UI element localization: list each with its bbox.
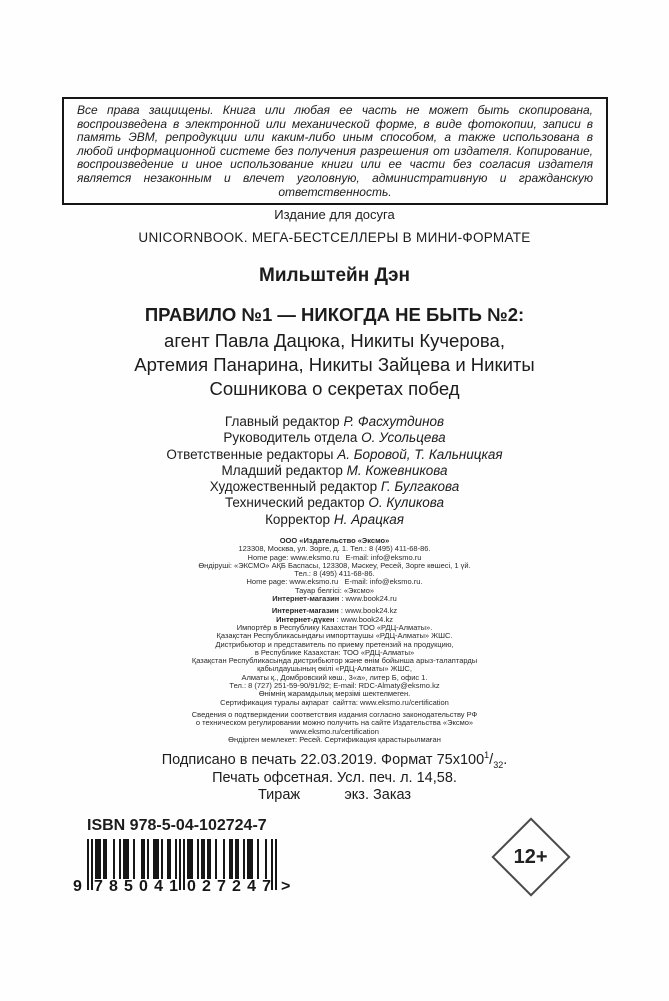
subtitle-line-3: Сошникова о секретах побед [209,378,460,399]
publisher-imprint-block [0,537,669,744]
staff-line [0,479,669,495]
imprint-paragraph [0,607,669,707]
format-fraction-denominator: 32 [493,759,504,770]
barcode-digit: 8 [109,878,118,895]
barcode-digit-first: 9 [73,878,82,895]
staff-person-name: Р. Фасхутдинов [343,414,445,429]
barcode-digit: 1 [169,878,178,895]
barcode-digit: 7 [262,878,271,895]
barcode-digit: 4 [154,878,163,895]
imprint-line: Интернет-дүкен : www.book24.kz [276,614,393,624]
staff-role: Корректор [265,511,334,527]
print-method-line: Печать офсетная. Усл. печ. л. 14,58. [212,769,457,786]
staff-role: Младший редактор [221,462,347,478]
print-date-format-line: Подписано в печать 22.03.2019. Формат $75x100^1/_{32}$. [161,750,508,770]
imprint-line: в Республике Казахстан: ТОО «РДЦ-Алматы» [254,647,415,657]
copyright-notice-box [62,97,608,205]
print-tirage-line: Тираж экз. Заказ [257,787,412,803]
barcode-digits-right [187,878,271,896]
imprint-line: қабылдаушының өкілі «РДЦ-Алматы» ЖШС, [257,664,412,674]
imprint-line: Тел.: 8 (727) 251-59-90/91/92; E-mail: RDC-Almaty@eksmo.kz [229,681,440,691]
imprint-line: ООО «Издательство «Эксмо» [279,536,390,545]
imprint-line: Қазақстан Республикасындағы импорттаушы «РДЦ-Алматы» ЖШС. [216,631,453,641]
imprint-line: Интернет-магазин : www.book24.kz [271,606,398,616]
barcode-digit: 7 [94,878,103,895]
staff-role: Главный редактор [224,414,344,429]
imprint-line: Импортёр в Республику Казахстан ТОО «РДЦ-Алматы». [236,622,433,632]
barcode-tail-mark: > [281,878,291,895]
imprint-line: Home page: www.eksmo.ru E-mail: info@eksmo.ru [247,552,422,562]
staff-person-name: О. Усольцева [361,430,446,446]
age-rating-text: 12+ [514,845,548,868]
barcode-digit: 0 [187,878,196,895]
imprint-line: Home page: www.eksmo.ru E-mail: info@eksmo.ru. [246,577,423,587]
imprint-line: Қазақстан Республикасында дистрибьютор және өнім бойынша арыз-талаптарды [191,656,478,666]
book-subtitle [0,329,669,401]
imprint-line: Алматы қ., Домбровский көш., 3«а», литер Б, офис 1. [241,672,428,682]
staff-person-name: М. Кожевникова [346,462,448,478]
subtitle-line-1: агент Павла Дацюка, Никиты Кучерова, [164,330,505,351]
imprint-line: Тауар белгісі: «Эксмо» [294,585,375,595]
age-rating-diamond [491,817,570,896]
imprint-line: Интернет-магазин : www.book24.ru [272,594,397,604]
barcode-digit: 4 [247,878,256,895]
imprint-line: Өнімнің жарамдылық мерзімі шектелмеген. [258,689,411,699]
staff-line [0,495,669,511]
barcode-digit: 7 [217,878,226,895]
print-run-info [0,752,669,805]
isbn-barcode [73,839,291,899]
staff-line [0,430,669,446]
format-fraction-separator: / [489,752,494,768]
imprint-line: Сведения о подтверждении соответствия издания согласно законодательству РФ [191,709,478,719]
copyright-notice-text: Все права защищены. Книга или любая ее часть не может быть скопирована, воспроизведена в электронной или механической форме, в виде фотокопии, записи в память ЭВМ, репродукции или каким-либо иным способом, а также использована в любой информационной системе без получения разрешения от издателя. Копирование, воспроизведение и иное использование книги или ее части без согласия издателя является незаконным и влечет уголовную, административную и гражданскую ответственность. [77,103,593,199]
barcode-digit: 2 [202,878,211,895]
imprint-line: Өндіруші: «ЭКСМО» АҚБ Баспасы, 123308, Мәскеу, Ресей, Зорге көшесі, 1 үй. [198,560,471,570]
imprint-paragraph [0,711,669,744]
subtitle-line-2: Артемия Панарина, Никиты Зайцева и Никиты [134,354,535,375]
staff-role: Руководитель отдела [223,430,362,446]
staff-person-name: Н. Арацкая [333,511,404,527]
staff-role: Художественный редактор [209,479,381,495]
barcode-digits-left [94,878,178,896]
imprint-line: Тел.: 8 (495) 411-68-86. [294,569,375,579]
imprint-line: Дистрибьютор и представитель по приему претензий на продукцию, [215,639,454,649]
staff-line [0,414,669,430]
staff-role: Технический редактор [224,495,369,511]
barcode-digit: 5 [124,878,133,895]
staff-line [0,512,669,528]
edition-note: Издание для досуга [274,207,395,222]
imprint-line: Өндірген мемлекет: Ресей. Сертификация қарастырылмаған [228,734,441,744]
staff-line [0,447,669,463]
barcode-digit: 2 [232,878,241,895]
imprint-paragraph [0,537,669,603]
series-line: UNICORNBOOK. МЕГА-БЕСТСЕЛЛЕРЫ В МИНИ-ФОРМАТЕ [138,230,531,245]
editorial-staff-list [0,414,669,528]
staff-person-name: А. Боровой, Т. Кальницкая [337,446,503,462]
barcode-digit: 0 [139,878,148,895]
imprint-line: о техническом регулировании можно получить на сайте Издательства «Эксмо» [195,718,474,728]
age-rating-badge [494,820,568,894]
staff-line [0,463,669,479]
staff-person-name: О. Куликова [368,495,445,511]
imprint-line: 123308, Москва, ул. Зорге, д. 1. Тел.: 8 (495) 411-68-86. [238,544,431,554]
imprint-line: www.eksmo.ru/certification [290,726,379,736]
imprint-line: Сертификация туралы ақпарат сайтта: www.eksmo.ru/certification [220,697,449,707]
isbn-label: ISBN 978-5-04-102724-7 [87,817,267,834]
staff-role: Ответственные редакторы [166,446,338,462]
author-name: Мильштейн Дэн [259,265,410,286]
staff-person-name: Г. Булгакова [380,479,460,495]
book-title: ПРАВИЛО №1 — НИКОГДА НЕ БЫТЬ №2: [144,304,525,325]
format-fraction-numerator: 1 [484,750,490,761]
